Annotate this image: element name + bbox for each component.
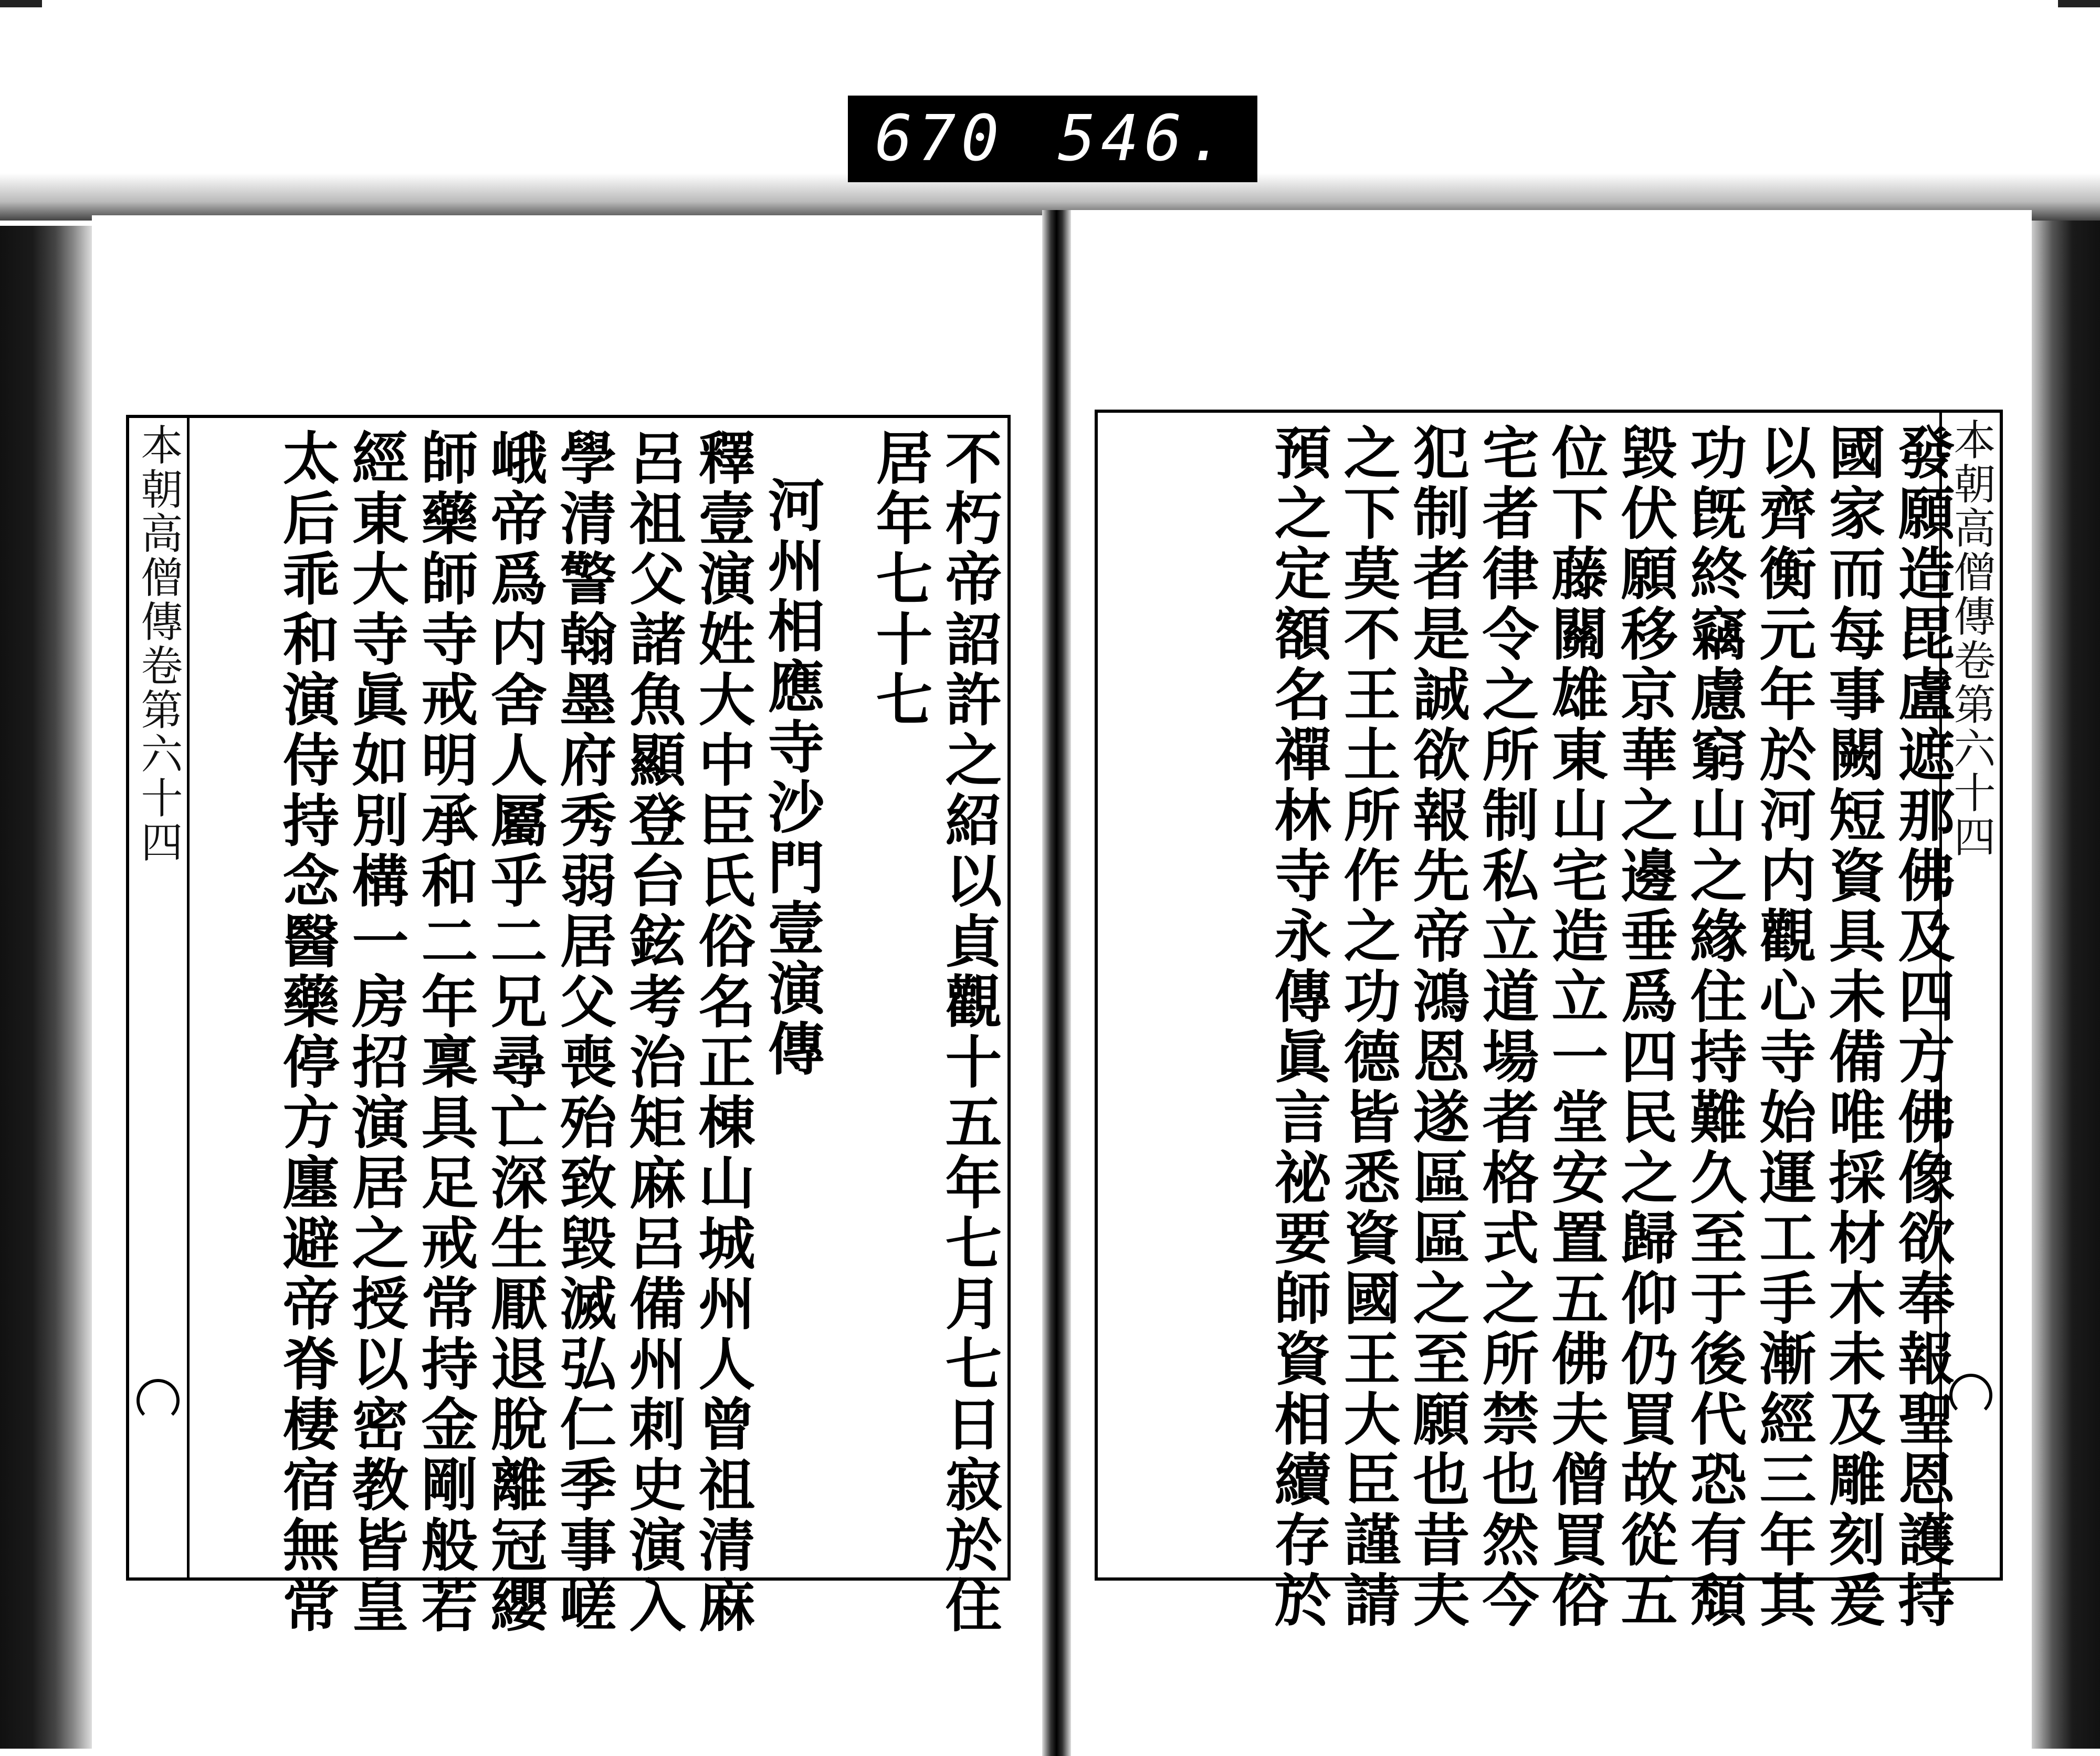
left-running-head: 本朝高僧傳卷第六十四: [134, 423, 183, 864]
text-column: 呂祖父諸魚顯登台鉉考治矩麻呂備州刺史演入: [620, 428, 686, 1636]
catalog-label: [848, 96, 1257, 182]
fishtail-mark-icon: [136, 1379, 180, 1422]
book-gutter: [1042, 210, 1071, 1756]
text-column: 不朽帝詔許之紹以貞觀十五年七月七日寂於住: [936, 428, 1002, 1636]
right-running-head: 本朝高僧傳卷第六十四: [1947, 418, 1996, 859]
text-column: 宅者律令之所制私立道場者格式之所禁也然今: [1473, 423, 1539, 1631]
text-column: 居年七十七: [866, 428, 932, 730]
text-column: 國家而每事闕短資具未備唯採材木未及雕刻爰: [1819, 423, 1885, 1631]
right-text-columns: [1103, 423, 1955, 1631]
text-column: 學清警翰墨府秀弱居父喪殆致毀滅弘仁季事嵯: [550, 428, 616, 1636]
text-column: 預之定額名禪林寺永傳眞言祕要師資相續存於: [1265, 423, 1331, 1631]
left-text-columns: [213, 428, 1002, 1636]
catalog-number-left: 670: [875, 102, 1004, 175]
scan-mark: [0, 0, 42, 7]
text-column: 太后乖和演侍持念醫藥停方廛避帝脊棲宿無常: [273, 428, 339, 1636]
blank-column: [827, 428, 858, 1567]
text-column: 犯制者是誠欲報先帝鴻恩遂區區之至願也昔夫: [1403, 423, 1469, 1631]
text-column: 師藥師寺戒明承和二年稟具足戒常持金剛般若: [412, 428, 478, 1636]
catalog-number-right: 546.: [1057, 102, 1231, 175]
text-column: 毀伏願移京華之邊垂爲四民之歸仰仍買故從五: [1611, 423, 1677, 1631]
text-column: 之下莫不王土所作之功德皆悉資國王大臣謹請: [1334, 423, 1400, 1631]
fishtail-mark-icon: [1949, 1374, 1992, 1417]
scan-edge-right: [2032, 200, 2100, 1749]
left-text-frame: [126, 415, 1011, 1636]
text-column: 位下藤關雄東山宅造立一堂安置五佛夫僧買俗: [1542, 423, 1608, 1631]
text-column: 功旣終竊慮窮山之緣住持難久至于後代恐有頽: [1681, 423, 1747, 1631]
text-column: 發願造毘盧遮那佛及四方佛像欲奉報聖恩護持: [1888, 423, 1955, 1631]
text-column: 峨帝爲内舍人屬乎二兄尋亡深生厭退脫離冠纓: [481, 428, 547, 1636]
biography-title: 河州相應寺沙門壹演傳: [758, 476, 824, 1080]
text-column: 以齊衡元年於河内觀心寺始運工手漸經三年其: [1750, 423, 1816, 1631]
left-margin-strip: [129, 418, 190, 1577]
scan-edge-left: [0, 226, 92, 1749]
scan-mark: [2058, 0, 2100, 7]
text-column: 經東大寺眞如別構一房招演居之授以密教皆皇: [342, 428, 408, 1636]
right-text-frame: [1095, 410, 2003, 1631]
text-column: 釋壹演姓大中臣氏俗名正棟山城州人曾祖清麻: [689, 428, 755, 1636]
